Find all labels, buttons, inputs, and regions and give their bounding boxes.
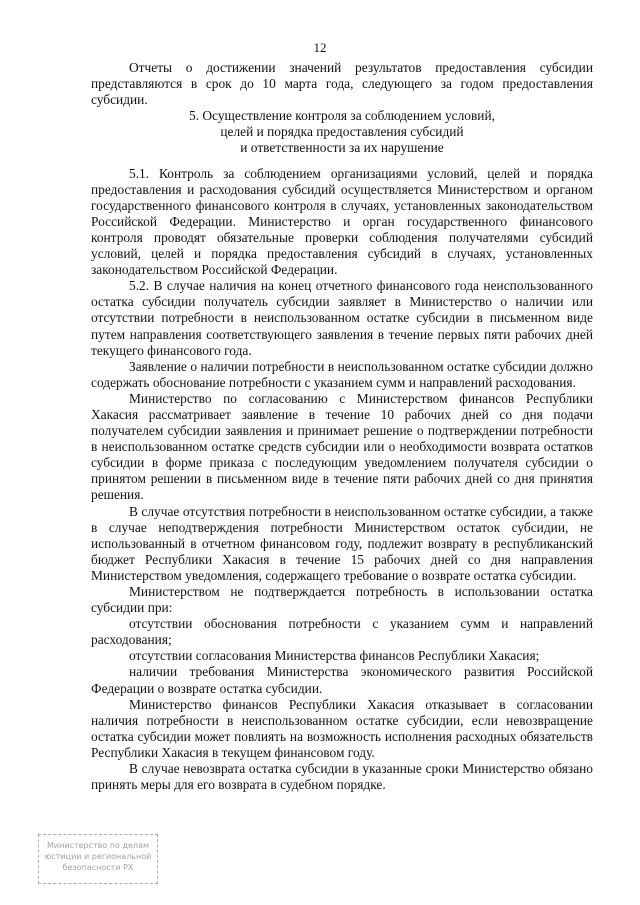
paragraph-5-2: 5.2. В случае наличия на конец отчетного финансового года неиспользованного остатка субсидии получатель субсидии заявляет в Министерство о наличии или отсутствии потребности в неиспользованном остатке субсидии в письменном виде путем направления соответствующего заявления в течение первых пяти рабочих дней текущего финансового года. [91, 278, 593, 358]
document-body [91, 60, 593, 793]
section-heading-line: 5. Осуществление контроля за соблюдением условий, [189, 108, 495, 124]
paragraph-list-item: отсутствии согласования Министерства финансов Республики Хакасия; [129, 648, 540, 664]
paragraph-application: Заявление о наличии потребности в неиспользованном остатке субсидии должно содержать обоснование потребности с указанием сумм и направлений расходования. [91, 358, 593, 390]
stamp-line: безопасности РХ [62, 863, 134, 872]
stamp-line: юстиции и региональной [44, 852, 152, 861]
paragraph-no-need: В случае отсутствия потребности в неиспользованном остатке субсидии, а также в случае неподтверждения потребности Министерством остаток субсидии, не использованный в отчетном финансовом году, подлежит возврату в республиканский бюджет Республики Хакасия в течение 15 рабочих дней со дня направления Министерством уведомления, содержащего требование о возврате остатка субсидии. [91, 503, 593, 583]
paragraph-finance-refusal: Министерство финансов Республики Хакасия отказывает в согласовании наличия потребности в неиспользованном остатке субсидии, если невозвращение остатка субсидии может повлиять на возможность исполнения расходных обязательств Республики Хакасия в текущем финансовом году. [91, 696, 593, 760]
section-heading-line: и ответственности за их нарушение [240, 140, 444, 156]
stamp-line: Министерство по делам [47, 841, 149, 850]
paragraph-list-item: наличии требования Министерства экономического развития Российской Федерации о возврате остатка субсидии. [91, 664, 593, 696]
paragraph-not-confirmed: Министерством не подтверждается потребность в использовании остатка субсидии при: [91, 584, 593, 616]
section-heading-line: целей и порядка предоставления субсидий [220, 124, 464, 140]
paragraph-report-deadline: Отчеты о достижении значений результатов предоставления субсидии представляются в срок до 10 марта года, следующего за годом предоставления субсидии. [91, 60, 593, 108]
paragraph-court-return: В случае невозврата остатка субсидии в указанные сроки Министерство обязано принять меры для его возврата в судебном порядке. [91, 761, 593, 793]
paragraph-ministry-review: Министерство по согласованию с Министерством финансов Республики Хакасия рассматривает заявление в течение 10 рабочих дней со дня подачи получателем субсидии заявления и принимает решение о подтверждении потребности в неиспользованном остатке средств субсидии или о необходимости возврата остатков субсидии в форме приказа с последующим уведомлением получателя субсидии о принятом решении в письменном виде в течение пяти рабочих дней со дня принятия решения. [91, 390, 593, 503]
paragraph-5-1: 5.1. Контроль за соблюдением организациями условий, целей и порядка предоставления и расходования субсидий осуществляется Министерством и органом государственного финансового контроля в случаях, установленных законодательством Российской Федерации. Министерство и орган государственного финансового контроля проводят обязательные проверки соблюдения получателями субсидий условий, целей и порядка предоставления субсидий в случаях, установленных законодательством Российской Федерации. [91, 165, 593, 278]
page-number: 12 [313, 40, 327, 55]
section-heading [91, 108, 593, 156]
registration-stamp [38, 834, 158, 884]
paragraph-list-item: отсутствии обоснования потребности с указанием сумм и направлений расходования; [91, 616, 593, 648]
